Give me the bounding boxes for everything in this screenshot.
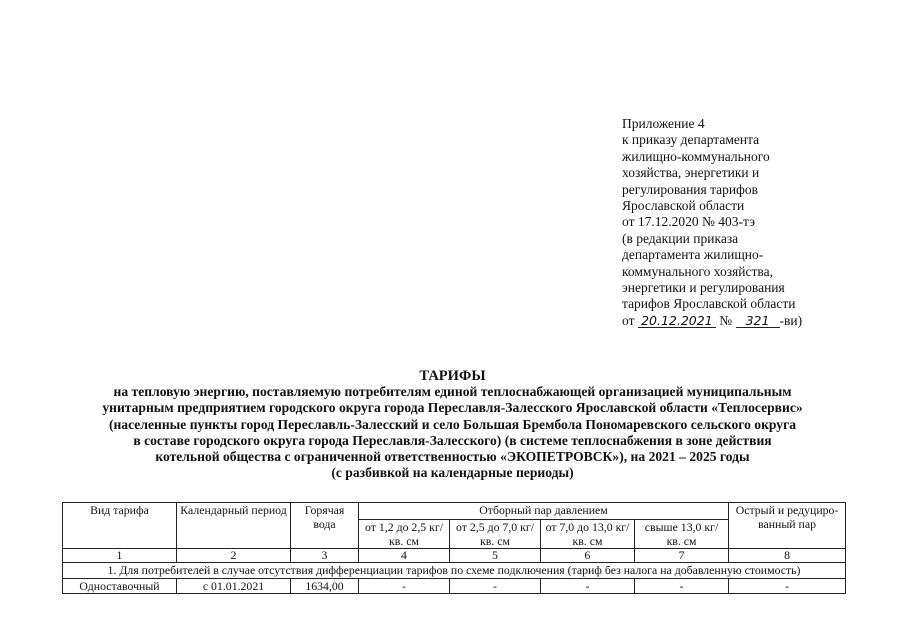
header-steam-4: свыше 13,0 кг/ кв. см xyxy=(635,520,729,549)
appendix-block xyxy=(622,116,882,329)
header-period: Календарный период xyxy=(177,503,291,549)
column-number: 4 xyxy=(359,549,450,563)
tariff-table xyxy=(62,502,846,594)
header-steam-3: от 7,0 до 13,0 кг/ кв. см xyxy=(541,520,635,549)
title-line: унитарным предприятием городского округа города Переславля-Залесского Ярославской области «Теплосервис» xyxy=(102,400,803,416)
appendix-line: (в редакции приказа xyxy=(622,230,739,246)
section-row xyxy=(63,563,846,579)
appendix-line: коммунального хозяйства, xyxy=(622,263,773,279)
appendix-line: от 17.12.2020 № 403-тэ xyxy=(622,214,756,230)
amendment-prefix: от xyxy=(622,312,635,328)
column-number: 1 xyxy=(63,549,177,563)
header-steam-group: Отборный пар давлением xyxy=(359,503,729,520)
header-steam-2: от 2,5 до 7,0 кг/ кв. см xyxy=(450,520,541,549)
number-sign: № xyxy=(719,312,733,328)
cell-steam-2: - xyxy=(450,579,541,594)
appendix-line: энергетики и регулирования xyxy=(622,280,785,296)
column-number: 8 xyxy=(729,549,846,563)
column-number: 7 xyxy=(635,549,729,563)
cell-steam-4: - xyxy=(635,579,729,594)
document-title xyxy=(40,368,865,481)
title-line: на тепловую энергию, поставляемую потребителям единой теплоснабжающей организацией муниципальным xyxy=(113,384,792,400)
column-number: 3 xyxy=(291,549,359,563)
title-line: котельной общества с ограниченной ответственностью «ЭКОПЕТРОВСК»), на 2021 – 2025 годы xyxy=(155,449,750,465)
handwritten-date: 20.12.2021 xyxy=(638,314,716,328)
cell-sharp-steam: - xyxy=(729,579,846,594)
cell-hot-water: 1634,00 xyxy=(291,579,359,594)
appendix-line: жилищно-коммунального xyxy=(622,148,770,164)
table-header-row xyxy=(63,503,846,520)
handwritten-number: 321 xyxy=(736,314,780,328)
header-sharp-steam: Острый и редуциро-ванный пар xyxy=(729,503,846,549)
cell-steam-1: - xyxy=(359,579,450,594)
header-steam-1: от 1,2 до 2,5 кг/ кв. см xyxy=(359,520,450,549)
appendix-line: департамента жилищно- xyxy=(622,247,764,263)
column-number: 2 xyxy=(177,549,291,563)
cell-tariff-type: Одноставочный xyxy=(63,579,177,594)
appendix-amendment-line xyxy=(622,313,882,329)
cell-steam-3: - xyxy=(541,579,635,594)
appendix-line: Ярославской области xyxy=(622,198,745,214)
title-line: в составе городского округа города Переславля-Залесского) (в системе теплоснабжения в зоне действия xyxy=(133,432,772,448)
amendment-suffix: -ви) xyxy=(779,312,803,328)
appendix-line: регулирования тарифов xyxy=(622,181,759,197)
column-number-row xyxy=(63,549,846,563)
appendix-line: хозяйства, энергетики и xyxy=(622,165,760,181)
header-tariff-type: Вид тарифа xyxy=(63,503,177,549)
appendix-line: Приложение 4 xyxy=(622,116,705,131)
title-heading: ТАРИФЫ xyxy=(419,368,486,384)
column-number: 6 xyxy=(541,549,635,563)
cell-period: с 01.01.2021 xyxy=(177,579,291,594)
title-line: (с разбивкой на календарные периоды) xyxy=(331,465,574,481)
column-number: 5 xyxy=(450,549,541,563)
table-row xyxy=(63,579,846,594)
section-title: 1. Для потребителей в случае отсутствия дифференциации тарифов по схеме подключения (тариф без налога на добавленную стоимость) xyxy=(63,563,846,579)
appendix-line: тарифов Ярославской области xyxy=(622,296,796,312)
appendix-line: к приказу департамента xyxy=(622,132,760,148)
header-hot-water: Горячая вода xyxy=(291,503,359,549)
title-line: (населенные пункты город Переславль-Залесский и село Большая Брембола Пономаревского сельского округа xyxy=(108,416,797,432)
